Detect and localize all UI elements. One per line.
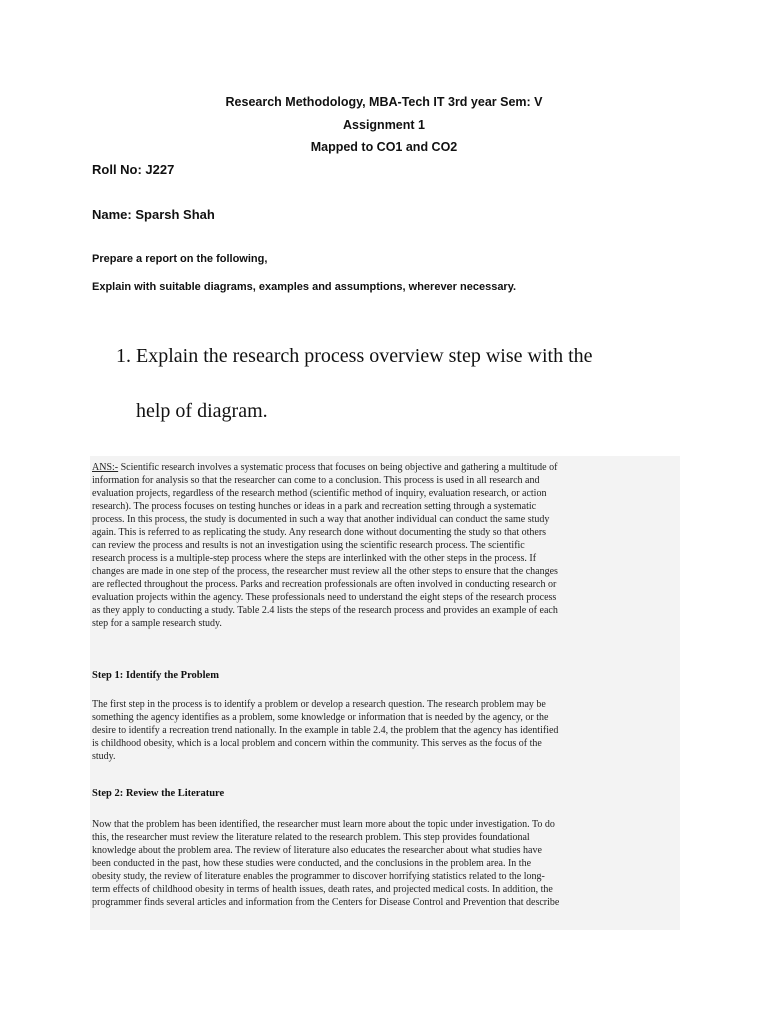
- answer-intro-line: step for a sample research study.: [92, 618, 222, 629]
- course-title: Research Methodology, MBA-Tech IT 3rd year Sem: V: [225, 95, 543, 109]
- answer-intro-line: research). The process focuses on testing hunches or ideas in a park and recreation setting through a systematic: [92, 501, 537, 512]
- step-2-line: been conducted in the past, how these studies were conducted, and the conclusions in the problem area. In the: [92, 858, 532, 869]
- step-1-heading: Step 1: Identify the Problem: [92, 670, 219, 681]
- question-line-2: help of diagram.: [136, 400, 268, 422]
- assignment-title: Assignment 1: [343, 118, 425, 132]
- step-1-line: is childhood obesity, which is a local problem and concern within the community. This serves as the focus of the: [92, 738, 542, 749]
- step-2-line: Now that the problem has been identified, the researcher must learn more about the topic under investigation. To do: [92, 819, 555, 830]
- answer-intro-line: research process is a multiple-step process where the steps are interlinked with the other steps in the process. If: [92, 553, 537, 564]
- answer-intro-line: evaluation projects, regardless of the research method (scientific method of inquiry, evaluation research, or action: [92, 488, 547, 499]
- answer-intro-line: evaluation projects within the agency. These professionals need to understand the eight steps of the research process: [92, 592, 557, 603]
- step-2-line: programmer finds several articles and information from the Centers for Disease Control and Prevention that describe: [92, 897, 560, 908]
- step-1-line: study.: [92, 751, 116, 762]
- step-2-heading: Step 2: Review the Literature: [92, 788, 225, 799]
- step-1-line: desire to identify a recreation trend nationally. In the example in table 2.4, the problem that the agency has identified: [92, 725, 559, 736]
- answer-prefix: ANS:-: [92, 462, 119, 473]
- step-2-line: knowledge about the problem area. The review of literature also educates the researcher about what studies have: [92, 845, 542, 856]
- step-2-line: obesity study, the review of literature enables the programmer to discover horrifying statistics related to the long-: [92, 871, 545, 882]
- answer-intro-line: process. In this process, the study is documented in such a way that another individual can conduct the same study: [92, 514, 550, 525]
- answer-intro-line: as they apply to conducting a study. Table 2.4 lists the steps of the research process and provides an example of each: [92, 605, 558, 616]
- step-1-line: The first step in the process is to identify a problem or develop a research question. The research problem may be: [92, 699, 546, 710]
- question-line-1: 1. Explain the research process overview step wise with the: [116, 345, 593, 367]
- answer-intro-line: can review the process and results is not an investigation using the scientific research process. The scientific: [92, 540, 525, 551]
- answer-intro-line: information for analysis so that the researcher can come to a conclusion. This process is used in all research and: [92, 475, 540, 486]
- answer-intro-line: again. This is referred to as replicating the study. Any research done without documenting the study so that others: [92, 527, 547, 538]
- answer-intro-line: are reflected throughout the process. Parks and recreation professionals are often involved in conducting research or: [92, 579, 557, 590]
- student-name: Name: Sparsh Shah: [92, 207, 215, 222]
- answer-section: [90, 456, 680, 930]
- answer-intro-line: [92, 461, 557, 474]
- roll-number: Roll No: J227: [92, 162, 175, 177]
- instruction-line-2: Explain with suitable diagrams, examples and assumptions, wherever necessary.: [92, 281, 517, 293]
- step-2-line: this, the researcher must review the literature related to the research problem. This step provides foundational: [92, 832, 530, 843]
- answer-text: Scientific research involves a systematic process that focuses on being objective and gathering a multitude of: [118, 462, 558, 473]
- mapping-title: Mapped to CO1 and CO2: [310, 140, 458, 154]
- instruction-line-1: Prepare a report on the following,: [92, 253, 268, 265]
- step-2-line: term effects of childhood obesity in terms of health issues, death rates, and projected medical costs. In addition, the: [92, 884, 553, 895]
- answer-intro-line: changes are made in one step of the process, the researcher must review all the other steps to ensure that the changes: [92, 566, 558, 577]
- step-1-line: something the agency identifies as a problem, some knowledge or information that is needed by the agency, or the: [92, 712, 549, 723]
